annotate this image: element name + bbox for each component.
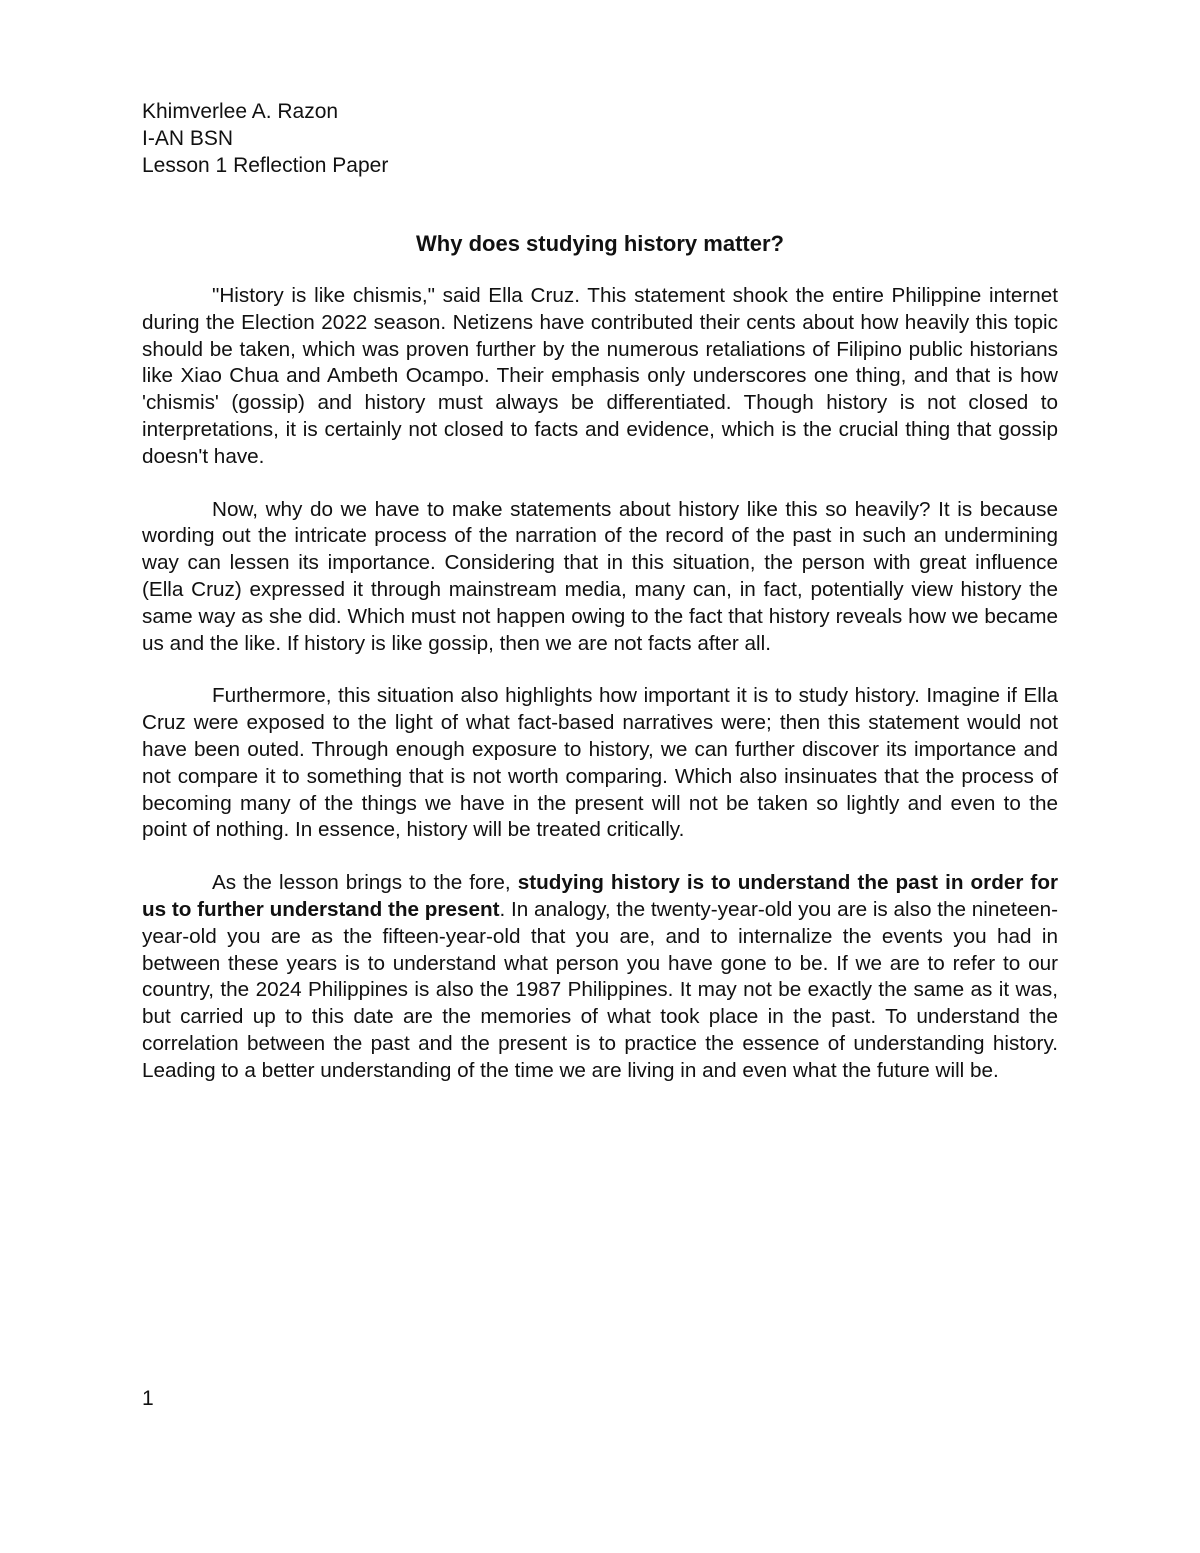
assignment-label: Lesson 1 Reflection Paper — [142, 154, 389, 177]
document-header — [142, 98, 388, 179]
paragraph-1: "History is like chismis," said Ella Cruz. This statement shook the entire Philippine internet during the Election 2022 season. Netizens have contributed their cents about how heavily this topic should be taken, which was proven further by the numerous retaliations of Filipino public historians like Xiao Chua and Ambeth Ocampo. Their emphasis only underscores one thing, and that is how 'chismis' (gossip) and history must always be differentiated. Though history is not closed to interpretations, it is certainly not closed to facts and evidence, which is the crucial thing that gossip doesn't have. — [142, 284, 1058, 468]
document-title: Why does studying history matter? — [416, 231, 784, 256]
course-section: I-AN BSN — [142, 127, 234, 150]
paragraph-4-rest: . In analogy, the twenty-year-old you are is also the nineteen-year-old you are as the fifteen-year-old that you are, and to internalize the events you had in between these years is to understand what person you have gone to be. If we are to refer to our country, the 2024 Philippines is also the 1987 Philippines. It may not be exactly the same as it was, but carried up to this date are the memories of what took place in the past. To understand the correlation between the past and the present is to practice the essence of understanding history. Leading to a better understanding of the time we are living in and even what the future will be. — [142, 897, 1058, 1082]
paragraph-4-emphasis: studying history is to understand the past in order for us to further understand the present — [142, 871, 1059, 921]
paragraph-4 — [142, 870, 1058, 1084]
paragraph-4-lead: As the lesson brings to the fore, — [212, 871, 518, 895]
author-name: Khimverlee A. Razon — [142, 100, 339, 123]
document-body — [142, 283, 1058, 1111]
page-number: 1 — [142, 1387, 154, 1410]
paragraph-3: Furthermore, this situation also highlights how important it is to study history. Imagine if Ella Cruz were exposed to the light of what fact-based narratives were; then this statement would not have been outed. Through enough exposure to history, we can further discover its importance and not compare it to something that is not worth comparing. Which also insinuates that the process of becoming many of the things we have in the present will not be taken so lightly and even to the point of nothing. In essence, history will be treated critically. — [142, 684, 1058, 842]
paragraph-2: Now, why do we have to make statements about history like this so heavily? It is because wording out the intricate process of the narration of the record of the past in such an undermining way can lessen its importance. Considering that in this situation, the person with great influence (Ella Cruz) expressed it through mainstream media, many can, in fact, potentially view history the same way as she did. Which must not happen owing to the fact that history reveals how we became us and the like. If history is like gossip, then we are not facts after all. — [142, 497, 1058, 655]
